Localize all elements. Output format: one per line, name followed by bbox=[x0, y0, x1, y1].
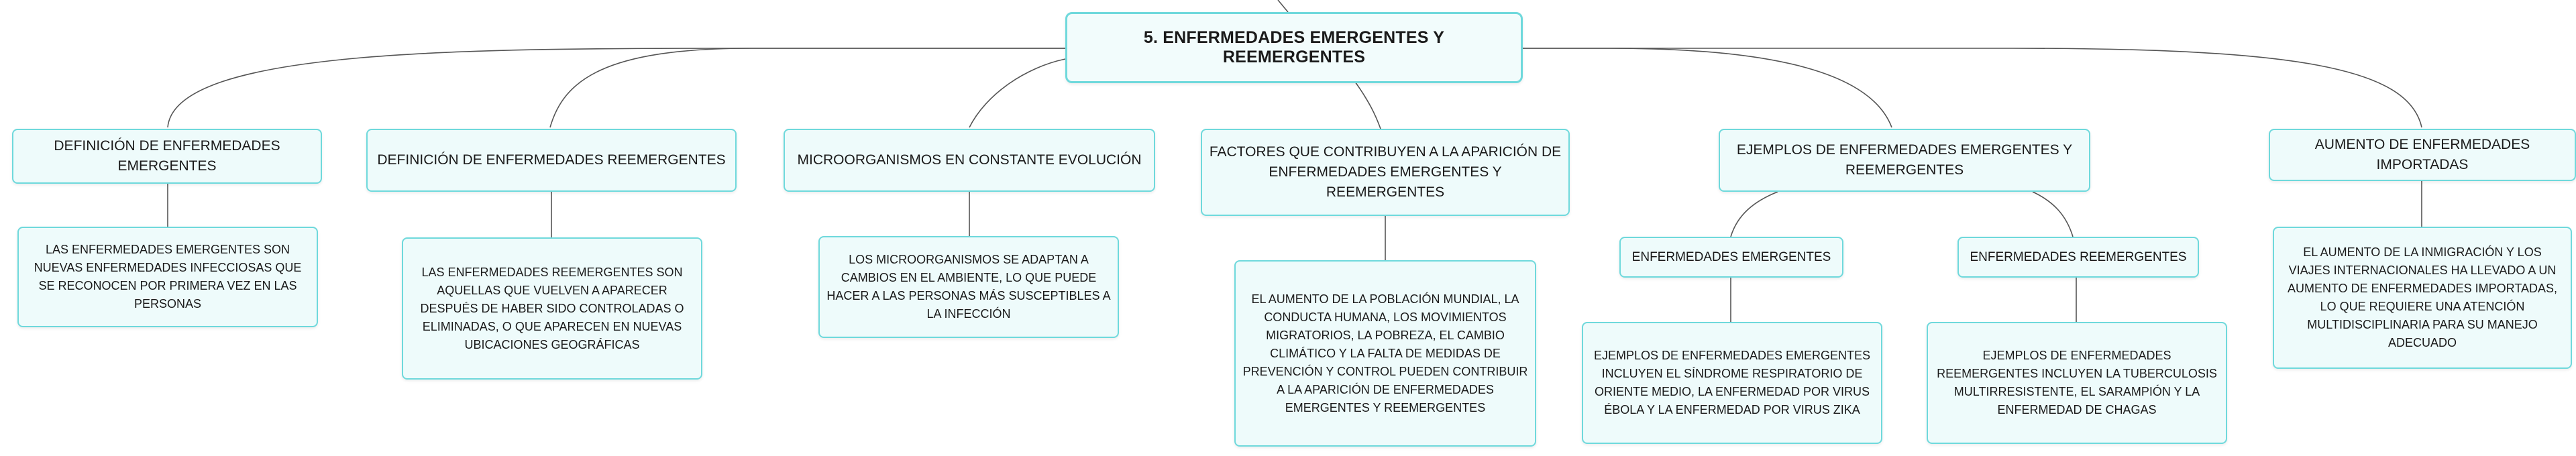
desc-importadas[interactable] bbox=[2273, 227, 2572, 369]
branch-factores[interactable] bbox=[1201, 129, 1570, 216]
connector-root-definicion-emergentes bbox=[168, 48, 1065, 127]
branch-microorganismos[interactable] bbox=[784, 129, 1155, 192]
desc-text: LOS MICROORGANISMOS SE ADAPTAN A CAMBIOS EN EL AMBIENTE, LO QUE PUEDE HACER A LAS PERSONAS MÁS SUSCEPTIBLES A LA INFECCIÓN bbox=[826, 253, 1111, 321]
branch-title: AUMENTO DE ENFERMEDADES IMPORTADAS bbox=[2314, 137, 2530, 172]
branch-definicion-emergentes[interactable] bbox=[12, 129, 322, 184]
connector-root-factores bbox=[1355, 82, 1381, 129]
desc-text: EJEMPLOS DE ENFERMEDADES REEMERGENTES INCLUYEN LA TUBERCULOSIS MULTIRRESISTENTE, EL SARAMPIÓN Y LA ENFERMEDAD DE CHAGAS bbox=[1937, 349, 2217, 416]
desc-microorganismos[interactable] bbox=[818, 236, 1119, 338]
branch-title: DEFINICIÓN DE ENFERMEDADES REEMERGENTES bbox=[377, 152, 726, 168]
desc-definicion-emergentes[interactable] bbox=[17, 227, 318, 327]
branch-importadas[interactable] bbox=[2269, 129, 2576, 181]
branch-title: DEFINICIÓN DE ENFERMEDADES EMERGENTES bbox=[54, 138, 280, 174]
desc-factores[interactable] bbox=[1234, 260, 1536, 447]
connector-top-stub bbox=[1278, 0, 1288, 12]
connector-root-definicion-reemergentes bbox=[550, 48, 1065, 127]
child-title: ENFERMEDADES EMERGENTES bbox=[1631, 250, 1831, 264]
branch-title: EJEMPLOS DE ENFERMEDADES EMERGENTES Y REEMERGENTES bbox=[1736, 142, 2073, 178]
branch-ejemplos[interactable] bbox=[1719, 129, 2090, 192]
connector-root-microorganismos bbox=[969, 59, 1065, 127]
desc-text: EL AUMENTO DE LA INMIGRACIÓN Y LOS VIAJES INTERNACIONALES HA LLEVADO A UN AUMENTO DE ENFERMEDADES IMPORTADAS, LO QUE REQUIERE UNA ATENCIÓN MULTIDISCIPLINARIA PARA SU MANEJO ADECUADO bbox=[2287, 245, 2558, 349]
child-enfermedades-reemergentes[interactable] bbox=[1957, 237, 2199, 278]
desc-text: EL AUMENTO DE LA POBLACIÓN MUNDIAL, LA CONDUCTA HUMANA, LOS MOVIMIENTOS MIGRATORIOS, LA POBREZA, EL CAMBIO CLIMÁTICO Y LA FALTA DE MEDIDAS DE PREVENCIÓN Y CONTROL PUEDEN CONTRIBUIR A LA APARICIÓN DE ENFERMEDADES EMERGENTES Y REEMERGENTES bbox=[1242, 292, 1528, 414]
branch-definicion-reemergentes[interactable] bbox=[366, 129, 737, 192]
root-node[interactable] bbox=[1065, 12, 1523, 83]
desc-enfermedades-reemergentes[interactable] bbox=[1927, 322, 2227, 444]
desc-text: EJEMPLOS DE ENFERMEDADES EMERGENTES INCLUYEN EL SÍNDROME RESPIRATORIO DE ORIENTE MEDIO, LA ENFERMEDAD POR VIRUS ÉBOLA Y LA ENFERMEDAD POR VIRUS ZIKA bbox=[1593, 349, 1871, 416]
desc-enfermedades-emergentes[interactable] bbox=[1582, 322, 1882, 444]
root-title: 5. ENFERMEDADES EMERGENTES Y REEMERGENTES bbox=[1143, 28, 1445, 66]
branch-title: MICROORGANISMOS EN CONSTANTE EVOLUCIÓN bbox=[797, 152, 1142, 168]
connector-ejemplos-emergentes bbox=[1731, 192, 1778, 237]
child-enfermedades-emergentes[interactable] bbox=[1619, 237, 1843, 278]
child-title: ENFERMEDADES REEMERGENTES bbox=[1970, 250, 2187, 264]
desc-text: LAS ENFERMEDADES REEMERGENTES SON AQUELLAS QUE VUELVEN A APARECER DESPUÉS DE HABER SIDO CONTROLADAS O ELIMINADAS, O QUE APARECEN EN NUEVAS UBICACIONES GEOGRÁFICAS bbox=[420, 265, 684, 351]
connector-ejemplos-reemergentes bbox=[2033, 192, 2073, 237]
connector-root-ejemplos bbox=[1523, 48, 1892, 127]
branch-title: FACTORES QUE CONTRIBUYEN A LA APARICIÓN DE ENFERMEDADES EMERGENTES Y REEMERGENTES bbox=[1209, 144, 1562, 200]
desc-text: LAS ENFERMEDADES EMERGENTES SON NUEVAS ENFERMEDADES INFECCIOSAS QUE SE RECONOCEN POR PRIMERA VEZ EN LAS PERSONAS bbox=[34, 243, 302, 310]
connector-root-importadas bbox=[1523, 48, 2422, 127]
desc-definicion-reemergentes[interactable] bbox=[402, 237, 702, 380]
